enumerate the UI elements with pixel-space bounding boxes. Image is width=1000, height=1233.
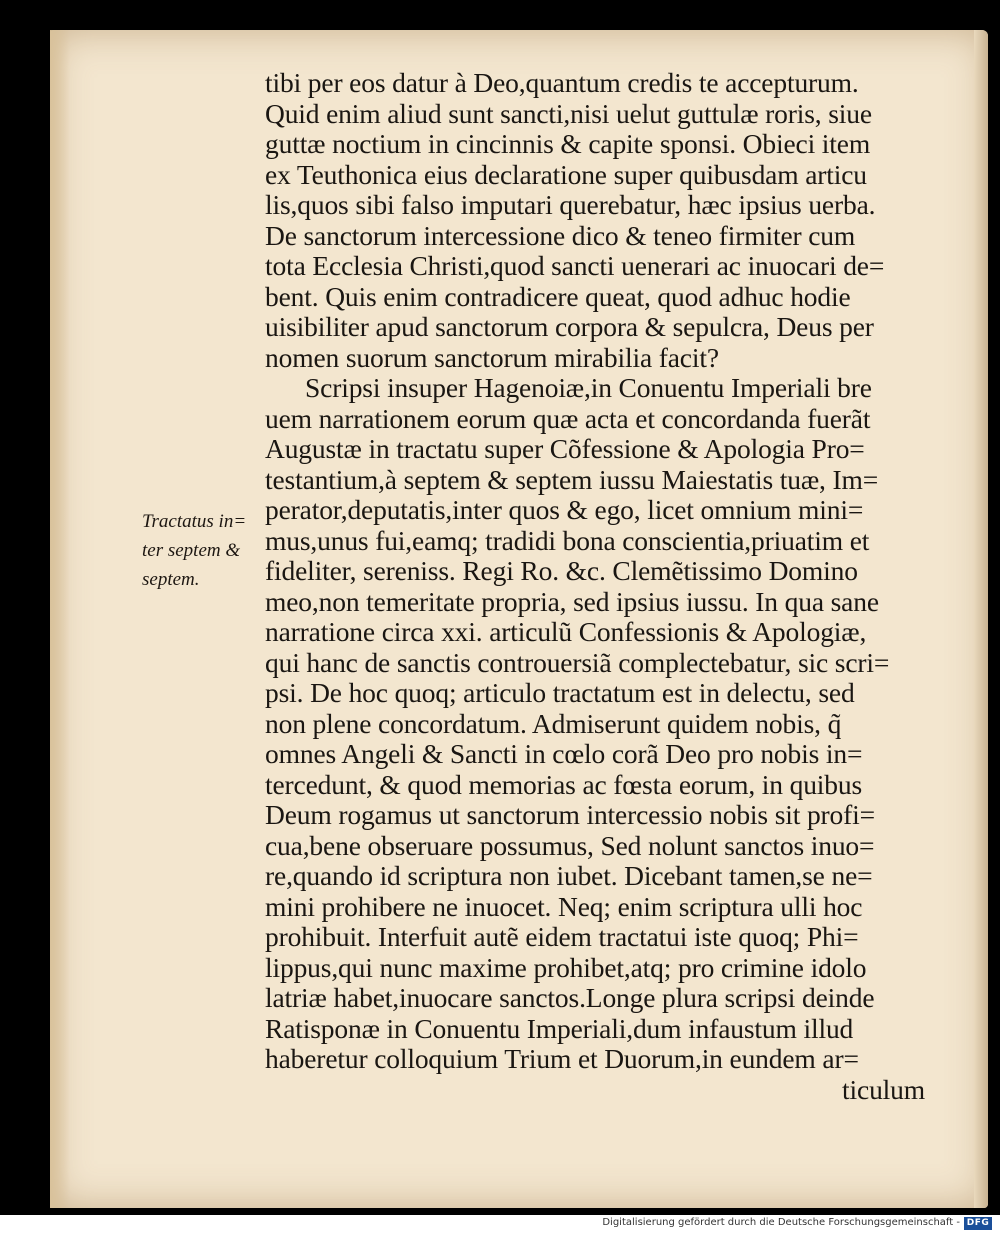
footer-bar xyxy=(0,1215,1000,1233)
text-line: tibi per eos datur à Deo,quantum credis te accepturum. xyxy=(265,67,859,98)
text-line: prohibuit. Interfuit autẽ eidem tractatui iste quoq; Phi= xyxy=(265,921,859,952)
text-line: mini prohibere ne inuocet. Neq; enim scriptura ulli hoc xyxy=(265,890,863,922)
text-line: De sanctorum intercessione dico & teneo firmiter cum xyxy=(265,219,856,251)
text-line: Deum rogamus ut sanctorum intercessio nobis sit profi= xyxy=(265,799,876,830)
text-line: meo,non temeritate propria, sed ipsius iussu. In qua sane xyxy=(265,585,879,617)
text-line: nomen suorum sanctorum mirabilia facit? xyxy=(265,341,719,373)
paragraph-first-line: Scripsi insuper Hagenoiæ,in Conuentu Imperiali bre xyxy=(305,372,872,403)
text-line: Augustæ in tractatu super Cõfessione & Apologia Pro= xyxy=(265,433,865,464)
text-line: cua,bene obseruare possumus, Sed nolunt sanctos inuo= xyxy=(265,829,875,861)
text-line: lis,quos sibi falso imputari querebatur, hæc ipsius uerba. xyxy=(265,189,876,220)
book-page xyxy=(50,30,988,1208)
text-line: bent. Quis enim contradicere queat, quod adhuc hodie xyxy=(265,280,851,312)
text-line: guttæ noctium in cincinnis & capite sponsi. Obieci item xyxy=(265,128,871,159)
text-line: tota Ecclesia Christi,quod sancti uenerari ac inuocari de= xyxy=(265,250,885,281)
text-line: psi. De hoc quoq; articulo tractatum est in delectu, sed xyxy=(265,677,855,708)
text-line: omnes Angeli & Sancti in cœlo corã Deo pro nobis in= xyxy=(265,738,863,769)
text-line: mus,unus fui,eamq; tradidi bona conscientia,priuatim et xyxy=(265,524,870,556)
text-line: haberetur colloquium Trium et Duorum,in eundem ar= xyxy=(265,1043,859,1074)
text-line: uem narrationem eorum quæ acta et concordanda fuerãt xyxy=(265,402,871,434)
text-line: tercedunt, & quod memorias ac fœsta eorum, in quibus xyxy=(265,768,863,800)
text-line: narratione circa xxi. articulũ Confessionis & Apologiæ, xyxy=(265,616,867,647)
text-line: uisibiliter apud sanctorum corpora & sepulcra, Deus per xyxy=(265,311,874,342)
marginal-note-line: Tractatus in= xyxy=(142,511,247,532)
marginal-note-line: septem. xyxy=(142,569,200,590)
text-line: ex Teuthonica eius declaratione super quibusdam articu xyxy=(265,158,867,190)
dfg-logo: DFG xyxy=(964,1217,992,1230)
marginal-note-line: ter septem & xyxy=(142,540,241,561)
text-line: latriæ habet,inuocare sanctos.Longe plura scripsi deinde xyxy=(265,982,875,1013)
funding-credit: Digitalisierung gefördert durch die Deutsche Forschungsgemeinschaft - xyxy=(602,1217,960,1228)
page-gutter-shadow xyxy=(50,30,70,1208)
text-line: qui hanc de sanctis controuersiã complectebatur, sic scri= xyxy=(265,646,890,678)
catchword: ticulum xyxy=(842,1073,925,1105)
text-line: fideliter, sereniss. Regi Ro. &c. Clemẽtissimo Domino xyxy=(265,555,858,586)
marginal-note xyxy=(142,507,262,594)
page-fore-edge xyxy=(974,30,988,1208)
text-line: Quid enim aliud sunt sancti,nisi uelut guttulæ roris, siue xyxy=(265,97,872,129)
text-line: re,quando id scriptura non iubet. Dicebant tamen,se ne= xyxy=(265,860,873,891)
text-line: lippus,qui nunc maxime prohibet,atq; pro crimine idolo xyxy=(265,951,867,983)
body-text xyxy=(265,68,925,1105)
text-line: Ratisponæ in Conuentu Imperiali,dum infaustum illud xyxy=(265,1012,854,1044)
text-line: non plene concordatum. Admiserunt quidem nobis, q̃ xyxy=(265,707,842,739)
text-line: perator,deputatis,inter quos & ego, licet omnium mini= xyxy=(265,494,864,525)
text-line: testantium,à septem & septem iussu Maiestatis tuæ, Im= xyxy=(265,463,879,495)
